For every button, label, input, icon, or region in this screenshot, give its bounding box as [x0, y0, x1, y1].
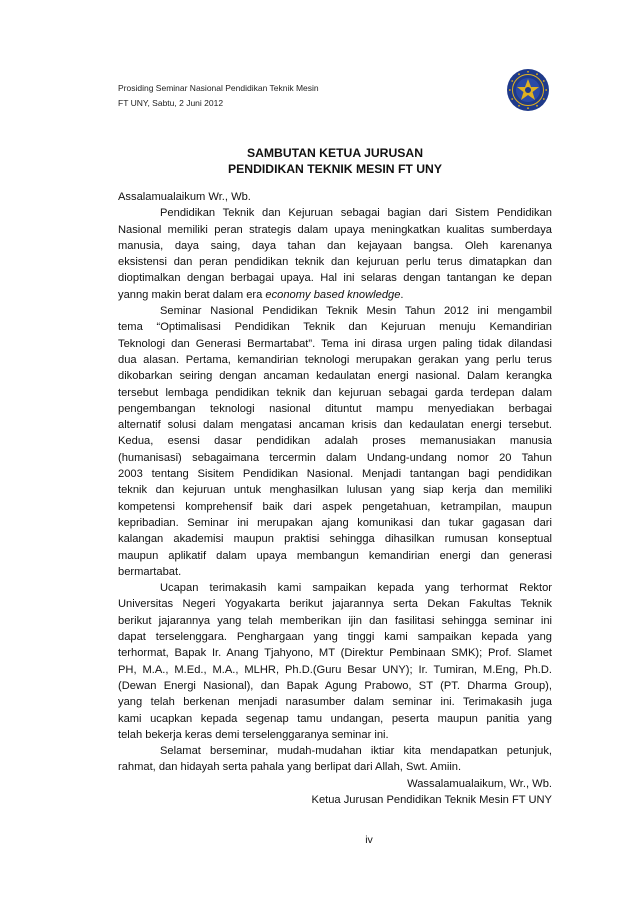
text-line: dua alasan. Pertama, kemandirian teknologi merupakan gerakan yang perlu terus	[118, 353, 552, 366]
text-line: telah bekerja keras demi terselenggaranya seminar ini.	[118, 728, 389, 741]
text-line: Teknologi dan Generasi Bermartabat”. Tema ini dirasa urgen paling tidak dilandasi	[118, 337, 552, 350]
uny-seal-logo-icon	[506, 68, 550, 112]
text-line: kami ucapkan kepada segenap tamu undangan, peserta maupun panitia yang	[118, 712, 552, 725]
text-line: Kedua, esensi dasar pendidikan adalah proses memanusiakan manusia	[118, 435, 552, 448]
text-line: Ucapan terimakasih kami sampaikan kepada yang terhormat Rektor	[160, 582, 552, 595]
text-line: berikut jajarannya yang telah memberikan ijin dan fasilitasi sehingga seminar ini	[118, 614, 552, 627]
text-line: 2003 tentang Sisitem Pendidikan Nasional. Menjadi tantangan bagi pendidikan	[118, 468, 552, 481]
text-line: tema “Optimalisasi Pendidikan Teknik dan Kejuruan menuju Kemandirian	[118, 321, 552, 334]
header-line-1: Prosiding Seminar Nasional Pendidikan Teknik Mesin	[118, 83, 319, 93]
text-line: rahmat, dan hidayah serta pahala yang berlipat dari Allah, Swt. Amiin.	[118, 761, 462, 774]
text-line: yang telah berkenan menjadi narasumber dalam seminar ini. Terimakasih juga	[118, 696, 552, 709]
text-line: Seminar Nasional Pendidikan Teknik Mesin Tahun 2012 ini mengambil	[160, 305, 552, 318]
text-line: Pendidikan Teknik dan Kejuruan sebagai bagian dari Sistem Pendidikan	[160, 207, 552, 220]
text-line: tersebut lembaga pendidikan teknik dan kejuruan sebagai garda terdepan dalam	[118, 386, 552, 399]
text-line: Selamat berseminar, mudah-mudahan iktiar kita mendapatkan petunjuk,	[160, 745, 552, 758]
text-line: dioptimalkan dengan berbagai upaya. Hal ini selaras dengan tantangan ke depan	[118, 272, 552, 285]
text-line: pengembangan teknologi nasional dituntut mampu menyediakan berbagai	[118, 402, 552, 415]
running-header	[118, 81, 438, 111]
italic-phrase: economy based knowledge	[265, 288, 401, 301]
document-title	[118, 145, 552, 177]
page-number: iv	[365, 834, 373, 846]
signatory-title: Ketua Jurusan Pendidikan Teknik Mesin FT UNY	[311, 793, 552, 806]
closing-salutation: Wassalamualaikum, Wr., Wb.	[407, 777, 552, 790]
text-line: dapat terselenggara. Penghargaan yang tinggi kami sampaikan kepada yang	[118, 631, 552, 644]
text-line: kepribadian. Seminar ini merupakan ajang komunikasi dan tukar gagasan dari	[118, 516, 552, 529]
text-line: (humanisasi) sebagaimana tercermin dalam Undang-undang nomor 20 Tahun	[118, 451, 552, 464]
speech-body	[118, 189, 552, 808]
text-line: teknik dan kejuruan untuk menghasilkan lulusan yang siap kerja dan memiliki	[118, 484, 552, 497]
text-line: (Dewan Energi Nasional), dan Bapak Agung Prabowo, ST (PT. Dharma Group),	[118, 679, 552, 692]
text-line: kompetensi komprehensif baik dari aspek pengetahuan, ketrampilan, maupun	[118, 500, 552, 513]
italic-suffix: .	[400, 288, 404, 301]
text-line: Universitas Negeri Yogyakarta berikut jajarannya serta Dekan Fakultas Teknik	[118, 598, 552, 611]
text-line: PH, M.A., M.Ed., M.A., MLHR, Ph.D.(Guru Besar UNY); Ir. Tumiran, M.Eng, Ph.D.	[118, 663, 552, 676]
greeting-line: Assalamualaikum Wr., Wb.	[118, 191, 251, 203]
header-line-2: FT UNY, Sabtu, 2 Juni 2012	[118, 98, 224, 108]
text-line: dikobarkan seiring dengan ancaman kedaulatan energi nasional. Dalam kerangka	[118, 370, 552, 383]
text-line-lead: yanng makin berat dalam era	[118, 288, 266, 301]
title-line-2: PENDIDIKAN TEKNIK MESIN FT UNY	[228, 162, 442, 176]
text-line: bermartabat.	[118, 565, 182, 578]
text-line: kalangan akademisi maupun praktisi sehingga dihasilkan rumusan konseptual	[118, 533, 552, 546]
text-line: terhormat, Bapak Ir. Anang Tjahyono, MT (Direktur Pembinaan SMK); Prof. Slamet	[118, 647, 552, 660]
text-line: manusia, daya saing, daya tahan dan kejayaan bangsa. Oleh karenanya	[118, 239, 552, 252]
text-line: eksistensi dan peran pendidikan teknik dan kejuruan perlu terus dimatapkan dan	[118, 256, 552, 269]
text-line: alternatif solusi dalam mengatasi ancaman krisis dan kedaulatan energi tersebut.	[118, 419, 552, 432]
text-line: Nasional memiliki peran strategis dalam upaya meningkatkan kualitas sumberdaya	[118, 223, 552, 236]
text-line: maupun aplikatif dalam upaya membangun kemandirian energi dan generasi	[118, 549, 552, 562]
title-line-1: SAMBUTAN KETUA JURUSAN	[246, 146, 424, 160]
text-line	[118, 287, 552, 303]
